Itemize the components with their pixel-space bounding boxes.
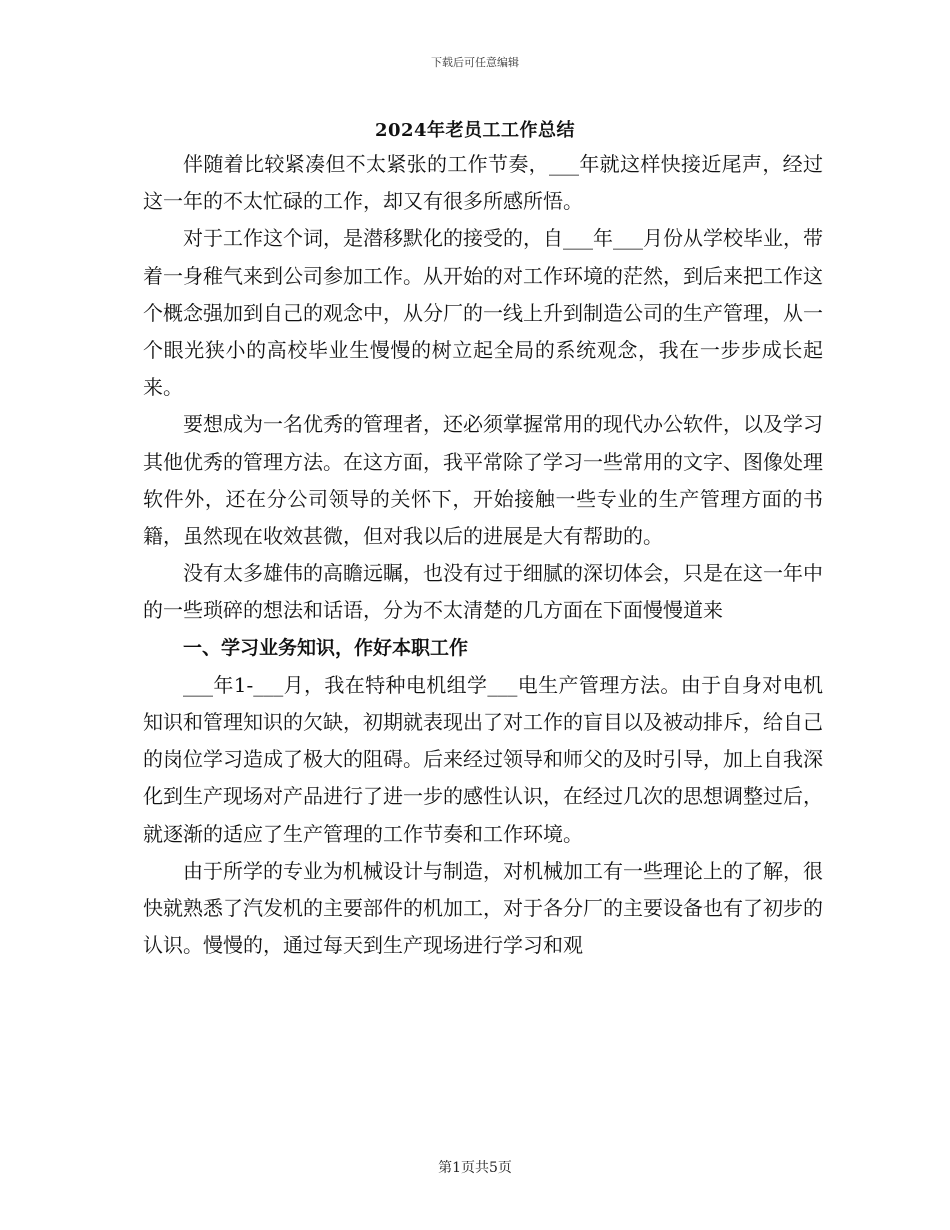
- paragraph-work-concept: 对于工作这个词，是潜移默化的接受的，自___年___月份从学校毕业，带着一身稚气来到公司参加工作。从开始的对工作环境的茫然，到后来把工作这个概念强加到自己的观念中，从分厂的一线上升到制造公司的生产管理，从一个眼光狭小的高校毕业生慢慢的树立起全局的系统观念，我在一步步成长起来。: [143, 226, 823, 400]
- paragraph-intro: 伴随着比较紧凑但不太紧张的工作节奏，___年就这样快接近尾声，经过这一年的不太忙碌的工作，却又有很多所感所悟。: [143, 152, 823, 214]
- document-title: 2024年老员工工作总结: [374, 120, 576, 141]
- document-body: [143, 146, 823, 964]
- paragraph-management-skills: 要想成为一名优秀的管理者，还必须掌握常用的现代办公软件，以及学习其他优秀的管理方法。在这方面，我平常除了学习一些常用的文字、图像处理软件外，还在分公司领导的关怀下，开始接触一些专业的生产管理方面的书籍，虽然现在收效甚微，但对我以后的进展是大有帮助的。: [143, 412, 823, 549]
- header-note: 下载后可任意编辑: [431, 56, 519, 69]
- paragraph-motor-group: ___年1-___月，我在特种电机组学___电生产管理方法。由于自身对电机知识和管理知识的欠缺，初期就表现出了对工作的盲目以及被动排斥，给自己的岗位学习造成了极大的阻碍。后来经过领导和师父的及时引导，加上自我深化到生产现场对产品进行了进一步的感性认识，在经过几次的思想调整过后，就逐渐的适应了生产管理的工作节奏和工作环境。: [143, 672, 823, 846]
- paragraph-reflections: 没有太多雄伟的高瞻远瞩，也没有过于细腻的深切体会，只是在这一年中的一些琐碎的想法和话语，分为不太清楚的几方面在下面慢慢道来: [143, 561, 823, 623]
- page-footer: 第1页共5页: [438, 1160, 512, 1176]
- section-heading: 一、学习业务知识，作好本职工作: [183, 636, 469, 659]
- paragraph-machining: 由于所学的专业为机械设计与制造，对机械加工有一些理论上的了解，很快就熟悉了汽发机的主要部件的机加工，对于各分厂的主要设备也有了初步的认识。慢慢的，通过每天到生产现场进行学习和观: [143, 858, 823, 958]
